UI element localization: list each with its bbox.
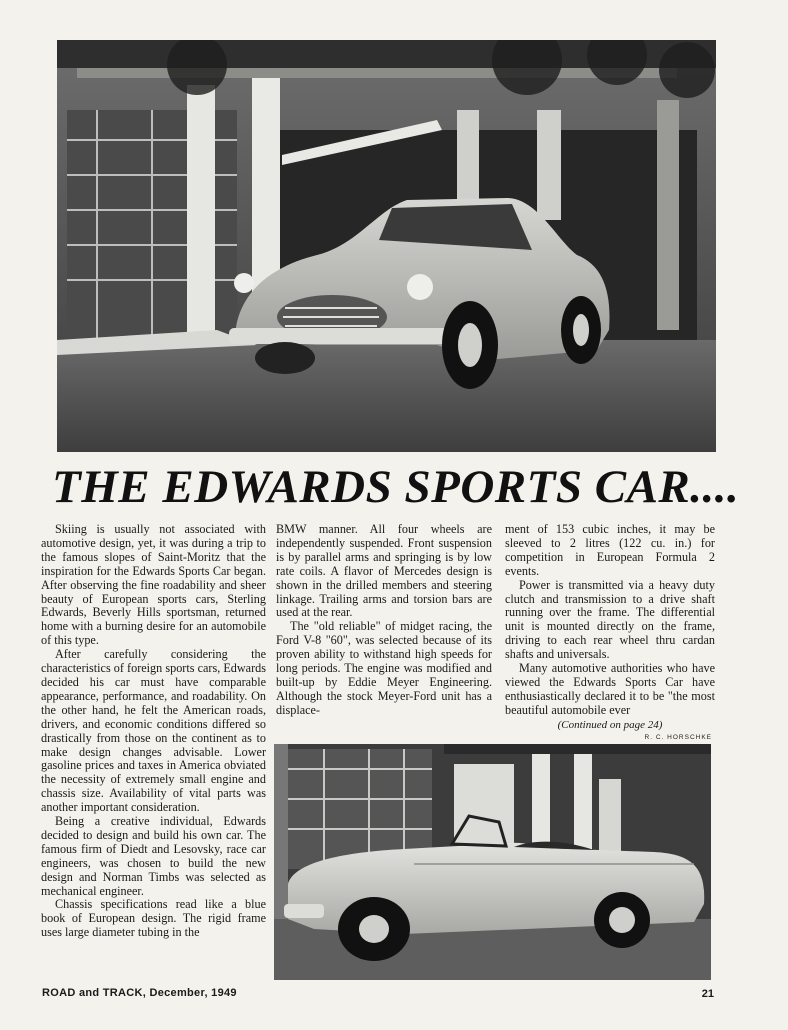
paragraph: ment of 153 cubic inches, it may be sleeved to 2 litres (122 cu. in.) for competition in European Formula 2 events. [505,522,715,578]
continued-note: (Continued on page 24) [557,718,663,731]
article-column-2 [276,523,492,718]
article-title: THE EDWARDS SPORTS CAR.... [52,461,740,513]
paragraph: Power is transmitted via a heavy duty clutch and transmission to a drive shaft running over the frame. The differential unit is mounted directly on the frame, driving to each rear wheel thru cardan shafts and universals. [505,577,715,662]
photo-coupe [57,40,716,452]
photo-convertible [274,744,711,980]
publication-footer: ROAD and TRACK, December, 1949 [42,987,237,999]
paragraph: The "old reliable" of midget racing, the Ford V-8 "60", was selected because of its proven ability to withstand high speeds for long periods. The engine was modified and built-up by Eddie Meyer Engineering. Although the stock Meyer-Ford unit has a displace- [276,619,492,717]
article-column-3 [505,523,715,733]
paragraph: BMW manner. All four wheels are independently suspended. Front suspension is by parallel arms and springing is by low rate coils. A flavor of Mercedes design is shown in the drilled members and steering linkage. Trailing arms and torsion bars are used at the rear. [276,522,492,620]
article-column-1 [41,523,266,940]
paragraph: Skiing is usually not associated with automotive design, yet, it was during a trip to the famous slopes of Saint-Moritz that the inspiration for the Edwards Sports Car began. After observing the fine roadability and sheer beauty of European sports cars, Sterling Edwards, Beverly Hills sportsman, returned home with a burning desire for an automobile of this type. [41,522,266,648]
photo-credit: R. C. HORSCHKE [644,734,712,741]
paragraph: Many automotive authorities who have viewed the Edwards Sports Car have enthusiastically declared it to be "the most beautiful automobile ever [505,661,715,717]
paragraph: Being a creative individual, Edwards decided to design and build his own car. The famous firm of Diedt and Lesovsky, race car engineers, was chosen to build the new design and Norman Timbs was selected as mechanical engineer. [41,814,266,898]
page-number: 21 [701,988,714,1000]
convertible-photo-image [274,744,711,980]
paragraph: After carefully considering the characteristics of foreign sports cars, Edwards decided his car must have comparable appearance, performance, and roadability. On the other hand, he felt the American roads, drivers, and economic conditions differed so drastically from those on the continent as to make design changes advisable. Lower gasoline prices and taxes in America obviated the necessity of extremely small engine and chassis size. Availability of vital parts was another important consideration. [41,647,266,815]
coupe-photo-image [57,40,716,452]
paragraph: Chassis specifications read like a blue book of European design. The rigid frame uses large diameter tubing in the [41,897,266,940]
